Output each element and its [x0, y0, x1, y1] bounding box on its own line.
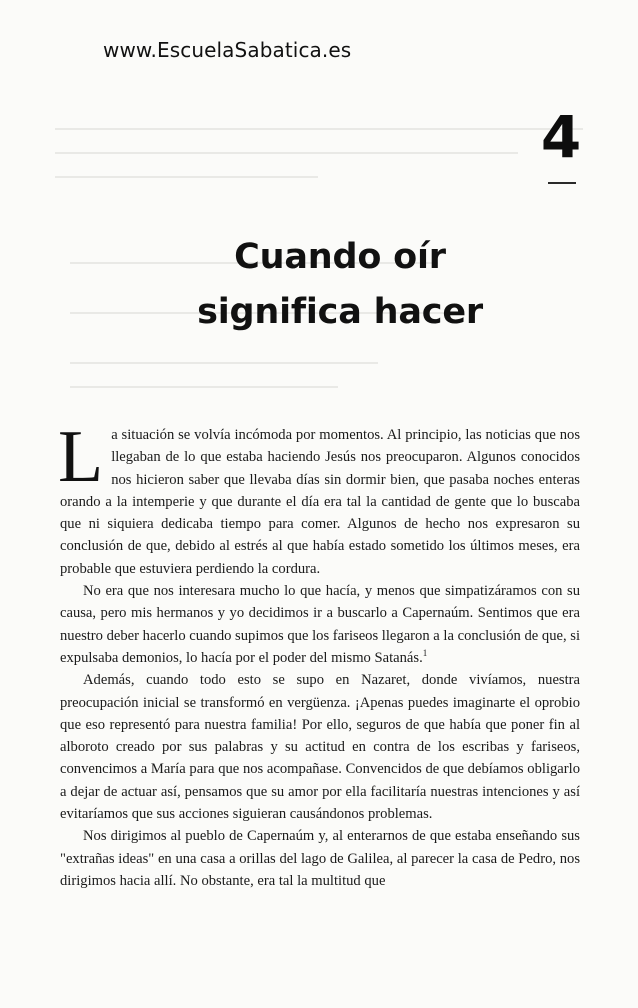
show-through-line: [70, 386, 338, 388]
paragraph-1: [58, 416, 580, 580]
show-through-line: [55, 176, 318, 178]
show-through-line: [70, 362, 378, 364]
footnote-reference[interactable]: 1: [422, 648, 428, 659]
watermark-url: www.EscuelaSabatica.es: [103, 38, 352, 62]
show-through-line: [55, 152, 518, 154]
paragraph-1-text: a situación se volvía incómoda por momentos. Al principio, las noticias que nos llegaban de lo que estaba haciendo Jesús nos preocuparon. Algunos conocidos nos hicieron saber que llevaba días sin dormir bien, que pasaba noches enteras orando a la intemperie y que durante el día era tal la cantidad de gente que lo buscaba que ni siquiera dedicaba tiempo para comer. Algunos de hecho nos expresaron su conclusión de que, debido al estrés al que había estado sometido los últimos meses, era probable que estuviera perdiendo la cordura.: [60, 427, 580, 577]
show-through-line: [55, 128, 583, 130]
chapter-number: 4: [540, 103, 582, 171]
chapter-title-line-1: Cuando oír: [234, 237, 446, 277]
chapter-title-line-2: significa hacer: [197, 292, 483, 332]
paragraph-3: [60, 669, 580, 825]
chapter-body: [58, 416, 580, 892]
paragraph-3-text: Además, cuando todo esto se supo en Nazaret, donde vivíamos, nuestra preocupación inicial se transformó en vergüenza. ¡Apenas puedes imaginarte el oprobio que eso representó para nuestra familia! Por ello, seguros de que había que poner fin al alboroto creado por sus palabras y su actitud en contra de los escribas y fariseos, convencimos a María para que nos acompañase. Convencidos de que debíamos obligarlo a dejar de actuar así, pensamos que su amor por ella facilitaría nuestras intenciones y así evitaríamos que sus acciones siguieran causándonos problemas.: [60, 672, 580, 823]
chapter-number-underline: [548, 182, 576, 184]
paragraph-2-text: No era que nos interesara mucho lo que hacía, y menos que simpatizáramos con su causa, pero mis hermanos y yo decidimos ir a buscarlo a Capernaúm. Sentimos que era nuestro deber hacerlo cuando supimos que los fariseos llegaron a la conclusión de que, si expulsaba demonios, lo hacía por el poder del mismo Satanás.: [60, 583, 580, 666]
drop-cap: L: [58, 416, 104, 498]
paragraph-4: [60, 825, 580, 892]
paragraph-2: [60, 580, 580, 669]
paragraph-4-text: Nos dirigimos al pueblo de Capernaúm y, al enterarnos de que estaba enseñando sus "extrañas ideas" en una casa a orillas del lago de Galilea, al parecer la casa de Pedro, nos dirigimos hacia allí. No obstante, era tal la multitud que: [60, 828, 580, 889]
